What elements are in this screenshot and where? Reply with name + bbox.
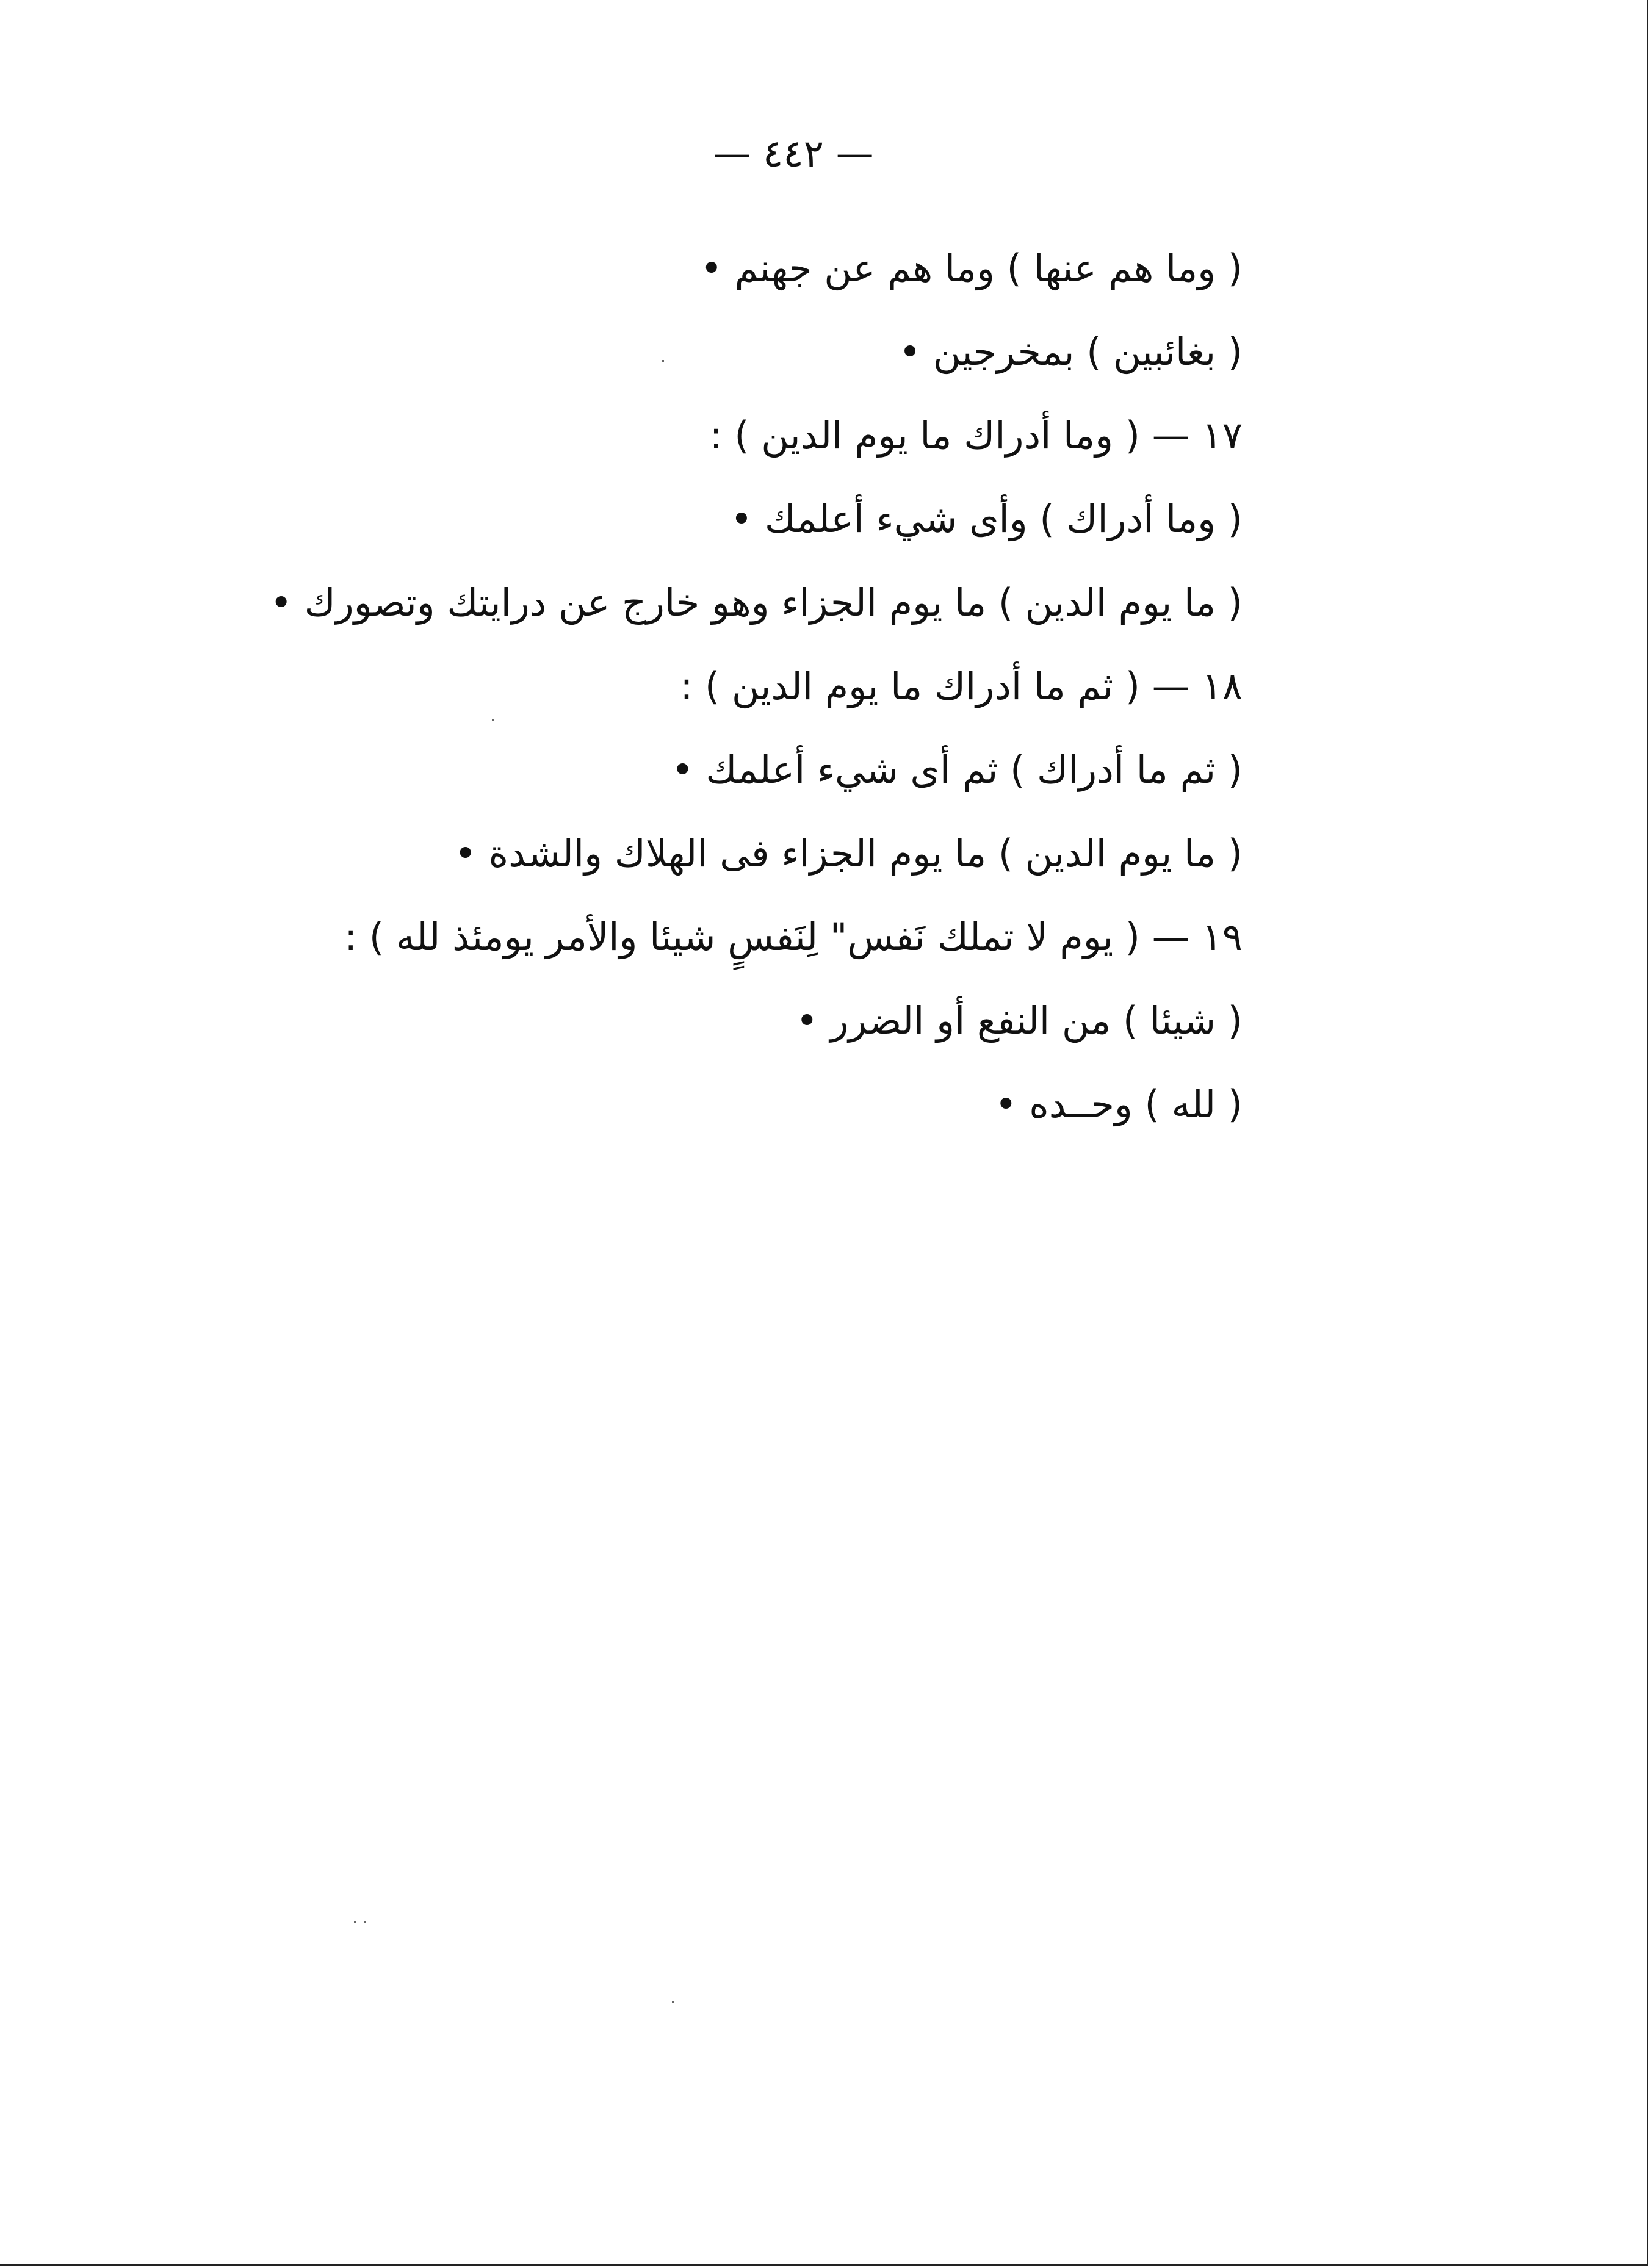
scan-speck	[354, 1921, 356, 1923]
text-line-2: ( بغائبين ) بمخرجين •	[898, 329, 1243, 374]
text-line-7: ( ثم ما أدراك ) ثم أى شيء أعلمك •	[671, 747, 1243, 792]
page-number: — ٤٤٢ —	[713, 131, 874, 176]
text-line-1: ( وما هم عنها ) وما هم عن جهنم •	[700, 246, 1243, 290]
text-line-4: ( وما أدراك ) وأى شيء أعلمك •	[730, 497, 1243, 541]
scan-speck	[492, 719, 494, 721]
verse-heading-17: ١٧ — ( وما أدراك ما يوم الدين ) :	[709, 413, 1243, 458]
scan-speck	[364, 1921, 366, 1923]
text-line-10: ( شيئا ) من النفع أو الضرر •	[796, 998, 1243, 1043]
verse-heading-19: ١٩ — ( يوم لا تملك نَفس" لِنَفسٍ شيئا والأمر يومئذ لله ) :	[344, 915, 1243, 959]
scan-speck	[662, 360, 664, 362]
text-line-5: ( ما يوم الدين ) ما يوم الجزاء وهو خارج عن درايتك وتصورك •	[270, 580, 1243, 625]
scan-speck	[672, 2001, 674, 2003]
verse-heading-18: ١٨ — ( ثم ما أدراك ما يوم الدين ) :	[680, 664, 1243, 708]
text-line-11: ( لله ) وحــده •	[994, 1082, 1243, 1126]
text-line-8: ( ما يوم الدين ) ما يوم الجزاء فى الهلاك والشدة •	[454, 831, 1243, 876]
